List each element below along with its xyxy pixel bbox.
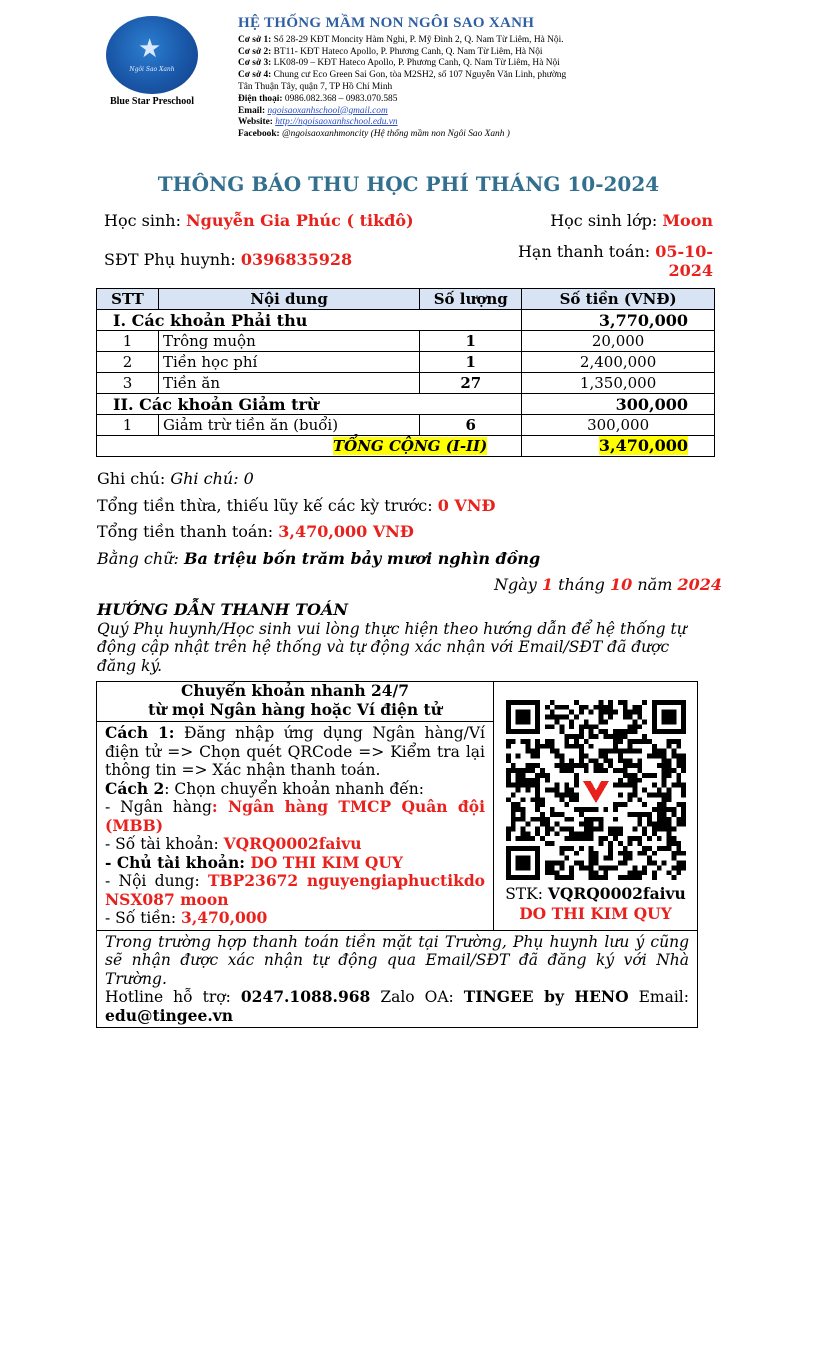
section-row (97, 310, 715, 331)
transfer-amount: 3,470,000 (181, 908, 268, 927)
row-amount: 300,000 (522, 415, 715, 436)
school-email-link[interactable]: ngoisaoxanhschool@gmail.com (267, 105, 388, 116)
parent-phone: 0396835928 (240, 250, 353, 269)
school-logo (100, 16, 204, 107)
email-label: Email: (238, 105, 266, 116)
school-header (238, 15, 567, 141)
note-label: Ghi chú: (97, 469, 171, 488)
support-email-label: Email: (628, 988, 689, 1006)
section-total: 3,770,000 (522, 310, 715, 331)
school-phone: 0986.082.368 – 0983.070.585 (282, 93, 398, 104)
owner-line (105, 854, 485, 873)
account-line (105, 835, 485, 854)
notice-title: THÔNG BÁO THU HỌC PHÍ THÁNG 10-2024 (157, 172, 660, 196)
table-row (97, 331, 715, 352)
facebook-line (238, 129, 566, 141)
zalo-name: TINGEE by HENO (463, 987, 629, 1006)
amount-line (105, 909, 485, 928)
account-owner: DO THI KIM QUY (250, 852, 403, 872)
parent-phone-label: SĐT Phụ huynh: (104, 250, 241, 269)
carry-label: Tổng tiền thừa, thiếu lũy kế các kỳ trước: (97, 495, 438, 515)
way2-text: : Chọn chuyển khoản nhanh đến: (164, 779, 424, 798)
due-date-part2: 2024 (668, 261, 713, 280)
campus-address: LK08-09 – KĐT Hateco Apollo, P. Phương Canh, Q. Nam Từ Liêm, Hà Nội (271, 58, 560, 69)
student-class-line (550, 211, 713, 230)
column-header: Nội dung (158, 289, 419, 310)
transfer-body (97, 722, 493, 930)
account-number: VQRQ0002faivu (223, 834, 362, 853)
campus-address-cont: Tân Thuận Tây, quận 7, TP Hồ Chí Minh (238, 81, 393, 92)
table-header-row (97, 289, 715, 310)
bank-line (105, 798, 485, 835)
date-year: 2024 (677, 575, 722, 594)
amount-words-label: Bằng chữ: (97, 548, 184, 568)
row-amount: 20,000 (522, 331, 715, 352)
transfer-heading-line2: từ mọi Ngân hàng hoặc Ví điện tử (148, 699, 442, 719)
email-line (238, 106, 566, 118)
date-month: 10 (610, 575, 633, 594)
support-line (105, 988, 689, 1025)
section-row (97, 394, 715, 415)
row-stt: 2 (97, 352, 159, 373)
transfer-content: TBP23672 nguyengiaphuctikdo NSX087 moon (105, 871, 485, 909)
due-date-label: Hạn thanh toán: (517, 242, 656, 261)
section-total: 300,000 (522, 394, 715, 415)
student-class: Moon (662, 211, 713, 230)
guide-text: Quý Phụ huynh/Học sinh vui lòng thực hiện theo hướng dẫn để hệ thống tự động cập nhật trên hệ thống và tự động xác nhận với Email/SĐT đã được đăng ký. (97, 619, 687, 675)
payment-box (96, 681, 698, 1028)
bank-name: : Ngân hàng TMCP Quân đội (MBB) (105, 797, 485, 835)
transfer-heading (97, 682, 493, 722)
owner-label: - Chủ tài khoản: (105, 852, 251, 872)
section-title: II. Các khoản Giảm trừ (97, 394, 522, 415)
campus-address: Số 28-29 KĐT Moncity Hàm Nghi, P. Mỹ Đình 2, Q. Nam Từ Liêm, Hà Nội. (271, 34, 564, 45)
content-label: - Nội dung: (105, 872, 208, 890)
carry-line (97, 493, 722, 520)
campus-line (238, 47, 566, 59)
total-amount-cell (522, 436, 715, 457)
section-title: I. Các khoản Phải thu (97, 310, 522, 331)
column-header: Số lượng (420, 289, 522, 310)
date-line (97, 572, 722, 599)
account-label: - Số tài khoản: (105, 835, 224, 853)
support-email: edu@tingee.vn (105, 1005, 234, 1025)
student-name-label: Học sinh: (104, 211, 187, 230)
qr-panel (494, 682, 697, 930)
total-label: TỔNG CỘNG (I-II) (332, 436, 488, 455)
phone-label: Điện thoại: (238, 93, 283, 104)
row-qty: 27 (420, 373, 522, 394)
transfer-heading-line1: Chuyển khoản nhanh 24/7 (181, 681, 409, 700)
way1 (105, 724, 485, 780)
campus-address: BT11- KĐT Hateco Apollo, P. Phương Canh, Q. Nam Từ Liêm, Hà Nội (271, 46, 543, 57)
content-line (105, 872, 485, 909)
logo-caption: Blue Star Preschool (109, 96, 195, 107)
date-text: Ngày (493, 575, 542, 594)
due-date-part1: 05-10- (655, 242, 713, 261)
facebook-handle: @ngoisaoxanhmoncity (Hệ thống mầm non Ngôi Sao Xanh ) (279, 129, 510, 140)
total-amount: 3,470,000 (598, 436, 688, 455)
row-stt: 3 (97, 373, 159, 394)
campus-label: Cơ sở 2: (238, 46, 272, 57)
way1-label: Cách 1: (105, 723, 175, 742)
website-label: Website: (238, 117, 273, 128)
payment-guide (97, 601, 712, 675)
row-qty: 6 (420, 415, 522, 436)
hotline-number: 0247.1088.968 (240, 987, 371, 1006)
transfer-instructions (97, 682, 494, 930)
table-row (97, 373, 715, 394)
row-stt: 1 (97, 331, 159, 352)
campus-label: Cơ sở 1: (238, 34, 272, 45)
campus-line (238, 58, 566, 70)
date-text: năm (632, 575, 678, 594)
star-icon: ★ (138, 34, 162, 64)
amount-words-line (97, 546, 722, 573)
total-row (97, 436, 715, 457)
stk-number: VQRQ0002faivu (547, 884, 686, 903)
way1-text: Đăng nhập ứng dụng Ngân hàng/Ví điện tử => Chọn quét QRCode => Kiểm tra lại thông tin => Xác nhận thanh toán. (105, 724, 485, 779)
student-class-label: Học sinh lớp: (550, 211, 663, 230)
campus-address: Chung cư Eco Green Sai Gon, tòa M2SH2, số 107 Nguyễn Văn Linh, phường (271, 70, 567, 81)
stk-line (494, 884, 697, 904)
website-line (238, 117, 566, 129)
fee-table (96, 288, 715, 457)
row-amount: 1,350,000 (522, 373, 715, 394)
due-date-line (518, 242, 713, 280)
row-amount: 2,400,000 (522, 352, 715, 373)
phone-line (238, 94, 566, 106)
way2-label: Cách 2 (105, 778, 165, 798)
row-content: Trông muộn (158, 331, 419, 352)
carry-value: 0 VNĐ (437, 495, 496, 515)
row-content: Tiền học phí (158, 352, 419, 373)
row-qty: 1 (420, 352, 522, 373)
logo-small-text: Ngôi Sao Xanh (129, 66, 175, 73)
cash-note: Trong trường hợp thanh toán tiền mặt tại Trường, Phụ huynh lưu ý cũng sẽ nhận được xác nhận tự động qua Email/SĐT đã đăng ký với Nhà Trường. (105, 932, 689, 988)
guide-title: HƯỚNG DẪN THANH TOÁN (97, 600, 348, 619)
row-qty: 1 (420, 331, 522, 352)
pay-total-line (97, 519, 722, 546)
row-content: Giảm trừ tiền ăn (buổi) (158, 415, 419, 436)
student-name: Nguyễn Gia Phúc ( tikđô) (186, 211, 414, 230)
bank-label: - Ngân hàng (105, 798, 212, 816)
facebook-label: Facebook: (238, 129, 280, 140)
campus-line (238, 35, 566, 47)
school-website-link[interactable]: http://ngoisaoxanhschool.edu.vn (275, 117, 398, 128)
table-row (97, 415, 715, 436)
qr-owner: DO THI KIM QUY (519, 904, 672, 923)
note-line (97, 466, 722, 493)
column-header: Số tiền (VNĐ) (522, 289, 715, 310)
column-header: STT (97, 289, 159, 310)
row-content: Tiền ăn (158, 373, 419, 394)
stk-label: STK: (505, 885, 548, 903)
payment-top (97, 682, 697, 930)
campus-label: Cơ sở 4: (238, 70, 272, 81)
way2 (105, 780, 485, 799)
table-row (97, 352, 715, 373)
zalo-label: Zalo OA: (370, 988, 464, 1006)
date-text: tháng (553, 575, 611, 594)
hotline-label: Hotline hỗ trợ: (105, 988, 241, 1006)
logo-emblem (106, 16, 198, 94)
pay-total-label: Tổng tiền thanh toán: (97, 522, 279, 541)
qr-code[interactable] (506, 700, 686, 880)
payment-footer (97, 930, 697, 1028)
pay-total-value: 3,470,000 VNĐ (278, 522, 414, 541)
parent-phone-line (104, 250, 352, 269)
total-label-cell (97, 436, 522, 457)
amount-label: - Số tiền: (105, 909, 182, 927)
campus-line (238, 70, 566, 82)
date-day: 1 (541, 575, 554, 594)
amount-words: Ba triệu bốn trăm bảy mươi nghìn đồng (183, 548, 541, 568)
student-name-line (104, 211, 414, 230)
note-value: Ghi chú: 0 (170, 469, 254, 488)
campus-label: Cơ sở 3: (238, 58, 272, 69)
org-title: HỆ THỐNG MẦM NON NGÔI SAO XANH (238, 15, 535, 31)
row-stt: 1 (97, 415, 159, 436)
summary (97, 466, 722, 599)
